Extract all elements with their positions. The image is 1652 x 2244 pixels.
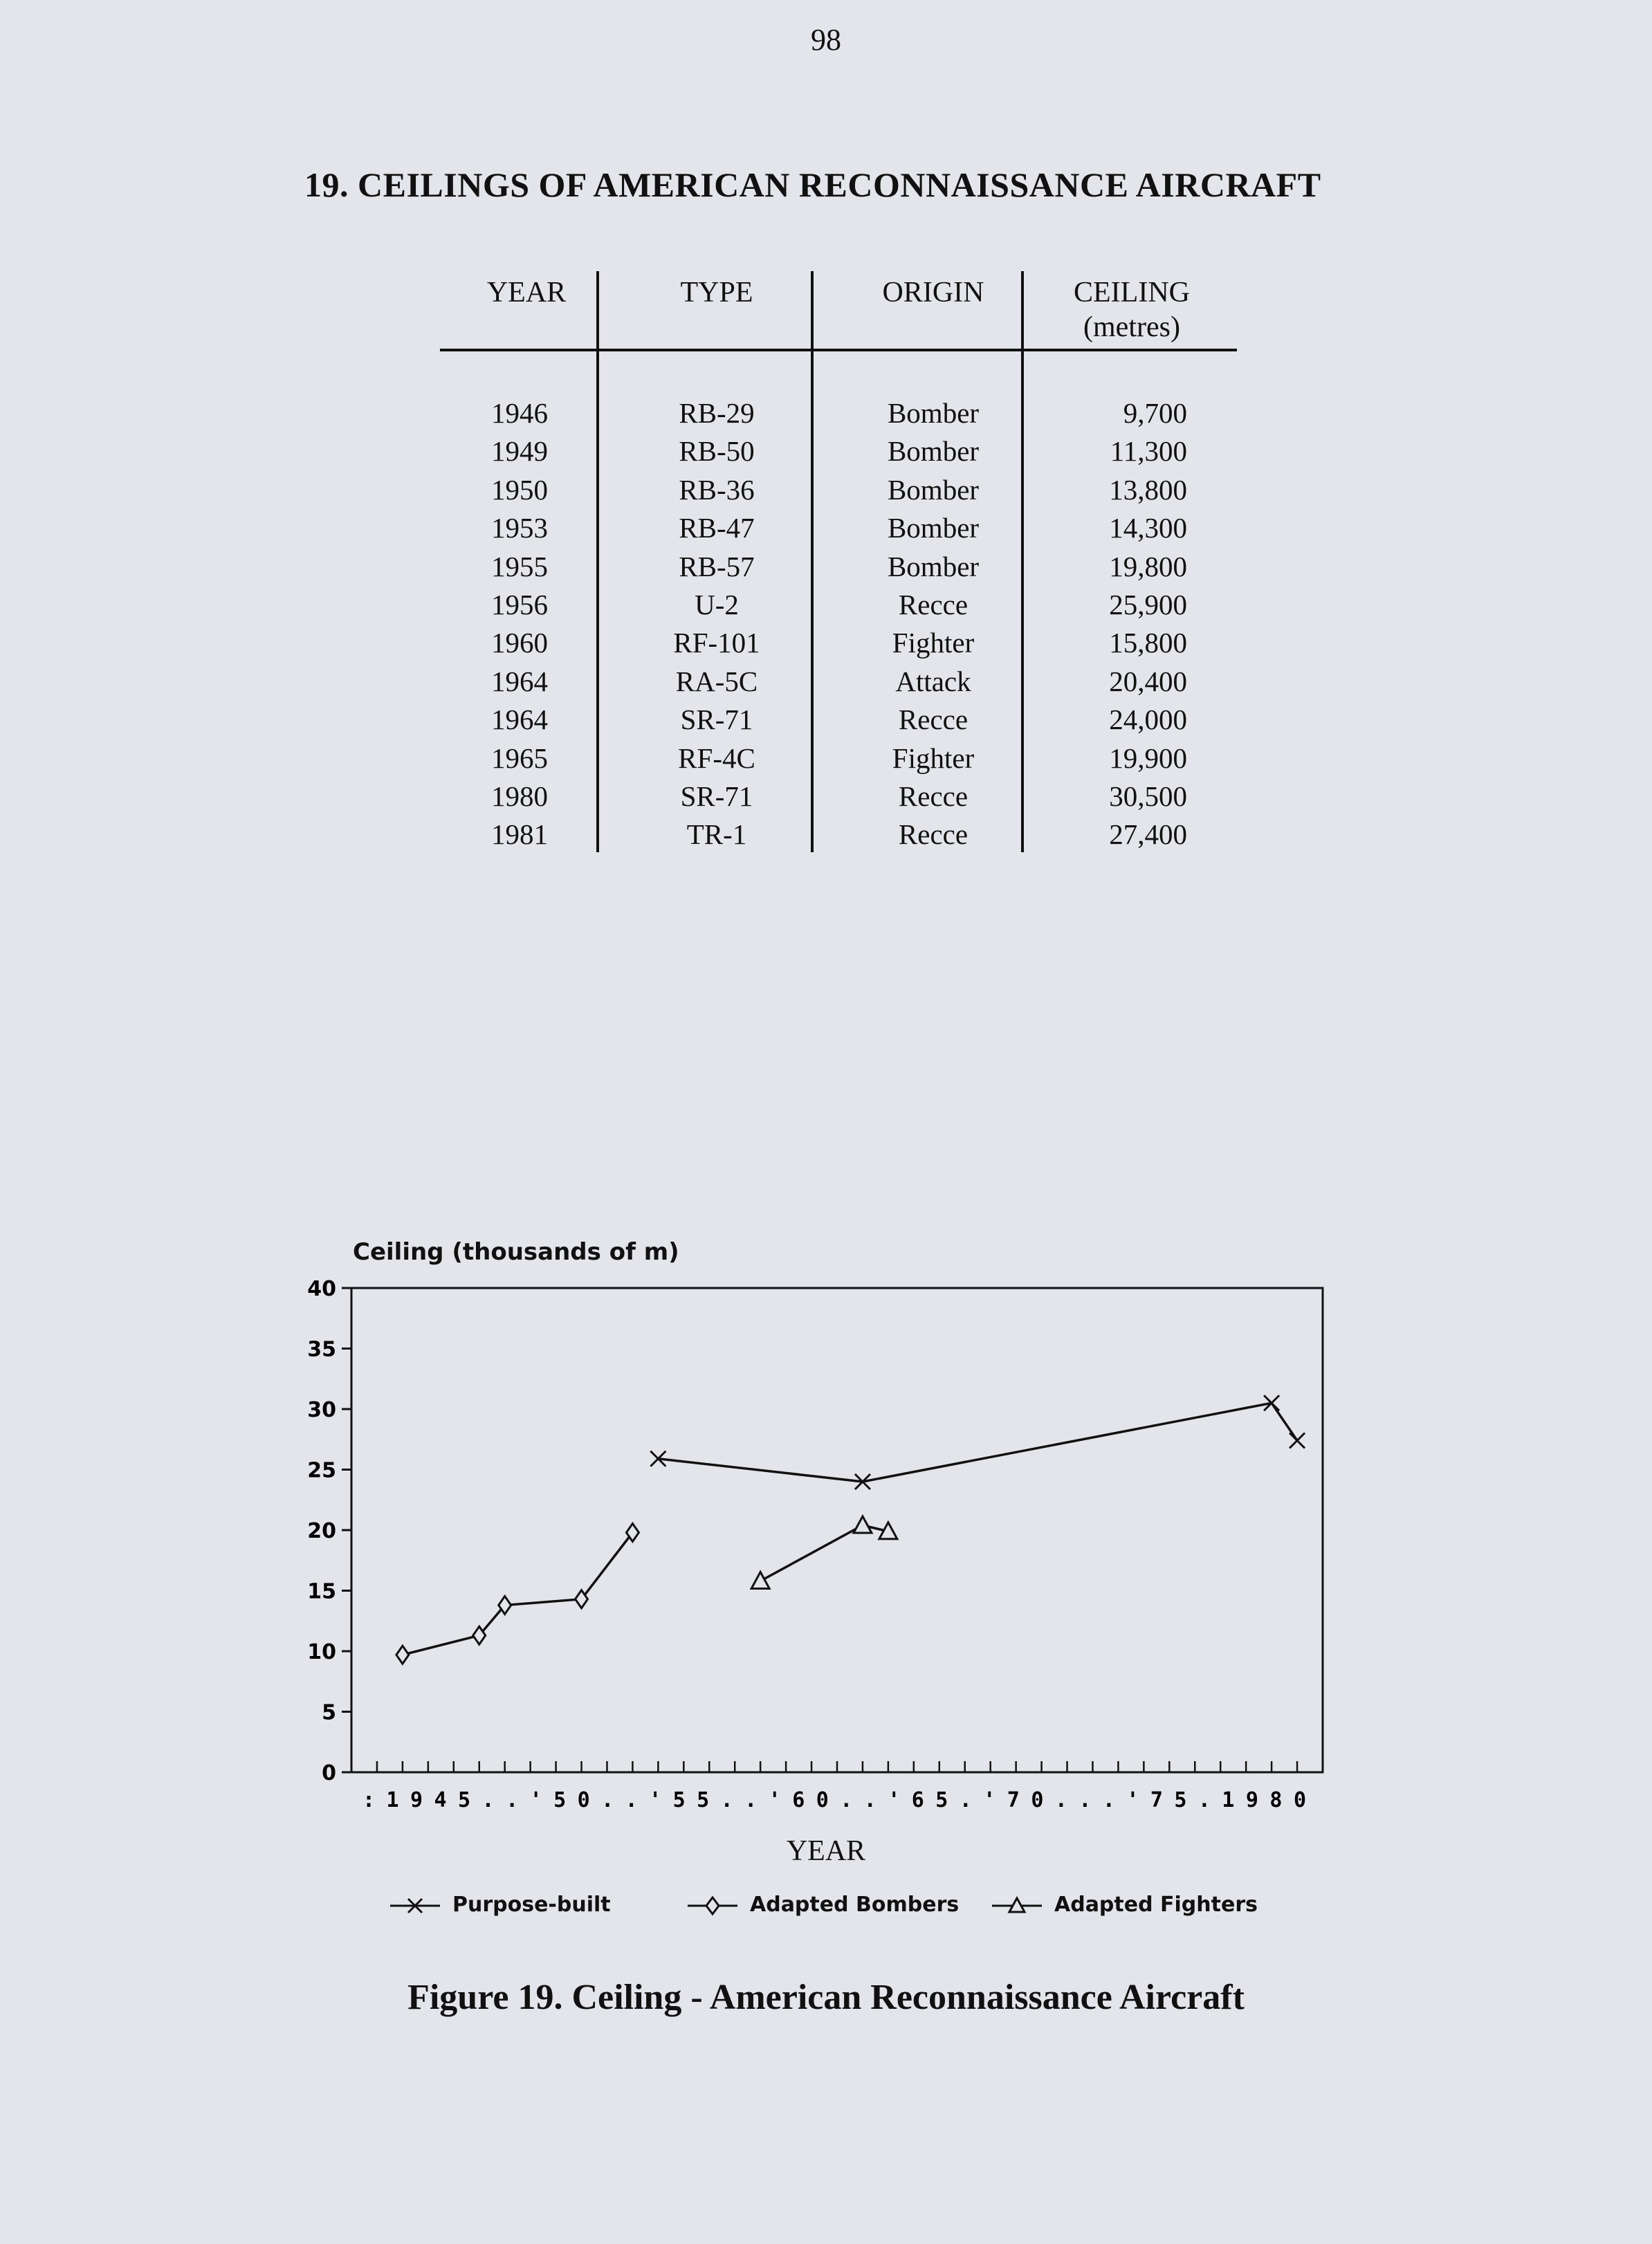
- ceilings-table: [440, 275, 1237, 854]
- plot-frame: [351, 1288, 1323, 1772]
- cell-origin: Bomber: [887, 473, 980, 506]
- cell-type: RA-5C: [675, 665, 758, 697]
- table-row: [440, 586, 1237, 624]
- legend-label: Purpose-built: [452, 1893, 611, 1917]
- cell-year: 1980: [491, 780, 548, 812]
- table-row: [440, 816, 1237, 854]
- column-divider: [811, 271, 814, 852]
- cell-ceiling: 24,000: [1109, 703, 1187, 736]
- header-year: YEAR: [486, 277, 567, 309]
- page-number: 98: [811, 23, 841, 57]
- marker-adapted-fighter: [751, 1572, 769, 1589]
- table-row: [440, 739, 1237, 778]
- cell-ceiling: 19,800: [1109, 550, 1187, 582]
- table-row: [440, 471, 1237, 509]
- cell-type: RB-47: [679, 512, 755, 544]
- legend-symbol-diamond: [685, 1893, 740, 1918]
- table-body: [440, 351, 1237, 854]
- cell-origin: Bomber: [887, 435, 980, 468]
- cell-type: TR-1: [686, 818, 747, 851]
- cell-type: RB-50: [679, 435, 755, 468]
- series-line-adapted-bombers: [403, 1533, 633, 1655]
- marker-purpose-built: [1290, 1433, 1305, 1449]
- cell-type: SR-71: [680, 780, 753, 812]
- chart-x-axis-label: YEAR: [786, 1835, 866, 1867]
- cell-year: 1964: [491, 665, 548, 697]
- chart-y-axis-label: Ceiling (thousands of m): [353, 1238, 679, 1266]
- legend-item: [387, 1893, 611, 1918]
- header-origin: ORIGIN: [882, 277, 984, 309]
- cell-origin: Recce: [898, 703, 969, 736]
- cell-ceiling: 19,900: [1109, 742, 1187, 774]
- legend-label: Adapted Bombers: [750, 1893, 960, 1917]
- y-tick-label: 25: [307, 1458, 336, 1483]
- cell-origin: Attack: [895, 665, 971, 697]
- cell-ceiling: 11,300: [1110, 435, 1187, 468]
- cell-type: RF-101: [673, 627, 760, 659]
- y-tick-label: 10: [307, 1640, 336, 1664]
- legend-symbol-triangle: [989, 1893, 1045, 1918]
- y-tick-label: 40: [307, 1277, 336, 1301]
- chart-plot: [297, 1238, 1335, 1861]
- cell-origin: Fighter: [892, 742, 975, 774]
- x-tick-labels: : 1 9 4 5 . . ' 5 0 . . ' 5 5 . . ' 6 0 . . ' 6 5 . ' 7 0 . . . ' 7 5 . 1 9 8 0: [362, 1788, 1306, 1812]
- cell-year: 1953: [491, 512, 548, 544]
- cell-type: U-2: [695, 588, 739, 620]
- cell-type: RF-4C: [678, 742, 755, 774]
- cell-ceiling: 30,500: [1109, 780, 1187, 812]
- cell-year: 1949: [491, 435, 548, 468]
- section-title: 19. CEILINGS OF AMERICAN RECONNAISSANCE AIRCRAFT: [304, 165, 1321, 204]
- legend-item: [989, 1893, 1258, 1918]
- cell-ceiling: 25,900: [1109, 588, 1187, 620]
- cell-type: RB-29: [679, 397, 755, 429]
- y-tick-label: 0: [322, 1761, 336, 1785]
- cell-origin: Bomber: [887, 512, 980, 544]
- y-tick-label: 30: [307, 1398, 336, 1422]
- table-row: [440, 548, 1237, 586]
- cell-origin: Bomber: [887, 550, 980, 582]
- cell-origin: Bomber: [887, 397, 980, 429]
- table-row: [440, 663, 1237, 701]
- y-tick-label: 20: [307, 1519, 336, 1543]
- cell-year: 1946: [491, 397, 548, 429]
- y-tick-label: 15: [307, 1579, 336, 1604]
- series-line-purpose-built: [658, 1403, 1297, 1482]
- column-divider: [1021, 271, 1024, 852]
- y-tick-label: 35: [307, 1337, 336, 1362]
- marker-adapted-bomber: [396, 1646, 409, 1664]
- table-row: [440, 432, 1237, 470]
- cell-ceiling: 27,400: [1109, 818, 1187, 851]
- cell-origin: Recce: [898, 818, 969, 851]
- header-ceiling-unit: (metres): [1083, 311, 1180, 343]
- cell-ceiling: 20,400: [1109, 665, 1187, 697]
- table-row: [440, 701, 1237, 739]
- table-row: [440, 778, 1237, 816]
- cell-origin: Recce: [898, 780, 969, 812]
- cell-ceiling: 9,700: [1123, 397, 1187, 429]
- marker-adapted-fighter: [854, 1516, 872, 1533]
- cell-ceiling: 14,300: [1109, 512, 1187, 544]
- cell-year: 1950: [491, 473, 548, 506]
- header-ceiling: [1049, 275, 1215, 344]
- cell-origin: Fighter: [892, 627, 975, 659]
- table-header: [440, 275, 1237, 351]
- figure-caption: Figure 19. Ceiling - American Reconnaissance Aircraft: [407, 1978, 1245, 2017]
- cell-year: 1960: [491, 627, 548, 659]
- cell-year: 1956: [491, 588, 548, 620]
- table-row: [440, 624, 1237, 662]
- cell-type: RB-57: [679, 550, 755, 582]
- legend-symbol-x: [387, 1893, 443, 1918]
- cell-ceiling: 15,800: [1109, 627, 1187, 659]
- header-ceiling-label: CEILING: [1074, 277, 1190, 309]
- table-row: [440, 509, 1237, 547]
- header-type: TYPE: [680, 277, 753, 309]
- cell-ceiling: 13,800: [1109, 473, 1187, 506]
- cell-origin: Recce: [898, 588, 969, 620]
- cell-year: 1955: [491, 550, 548, 582]
- cell-year: 1965: [491, 742, 548, 774]
- legend-item: [685, 1893, 959, 1918]
- column-divider: [596, 271, 599, 852]
- y-tick-label: 5: [322, 1700, 336, 1725]
- cell-year: 1964: [491, 703, 548, 736]
- cell-type: RB-36: [679, 473, 755, 506]
- cell-type: SR-71: [680, 703, 753, 736]
- cell-year: 1981: [491, 818, 548, 851]
- legend-label: Adapted Fighters: [1054, 1893, 1258, 1917]
- table-row: [440, 394, 1237, 432]
